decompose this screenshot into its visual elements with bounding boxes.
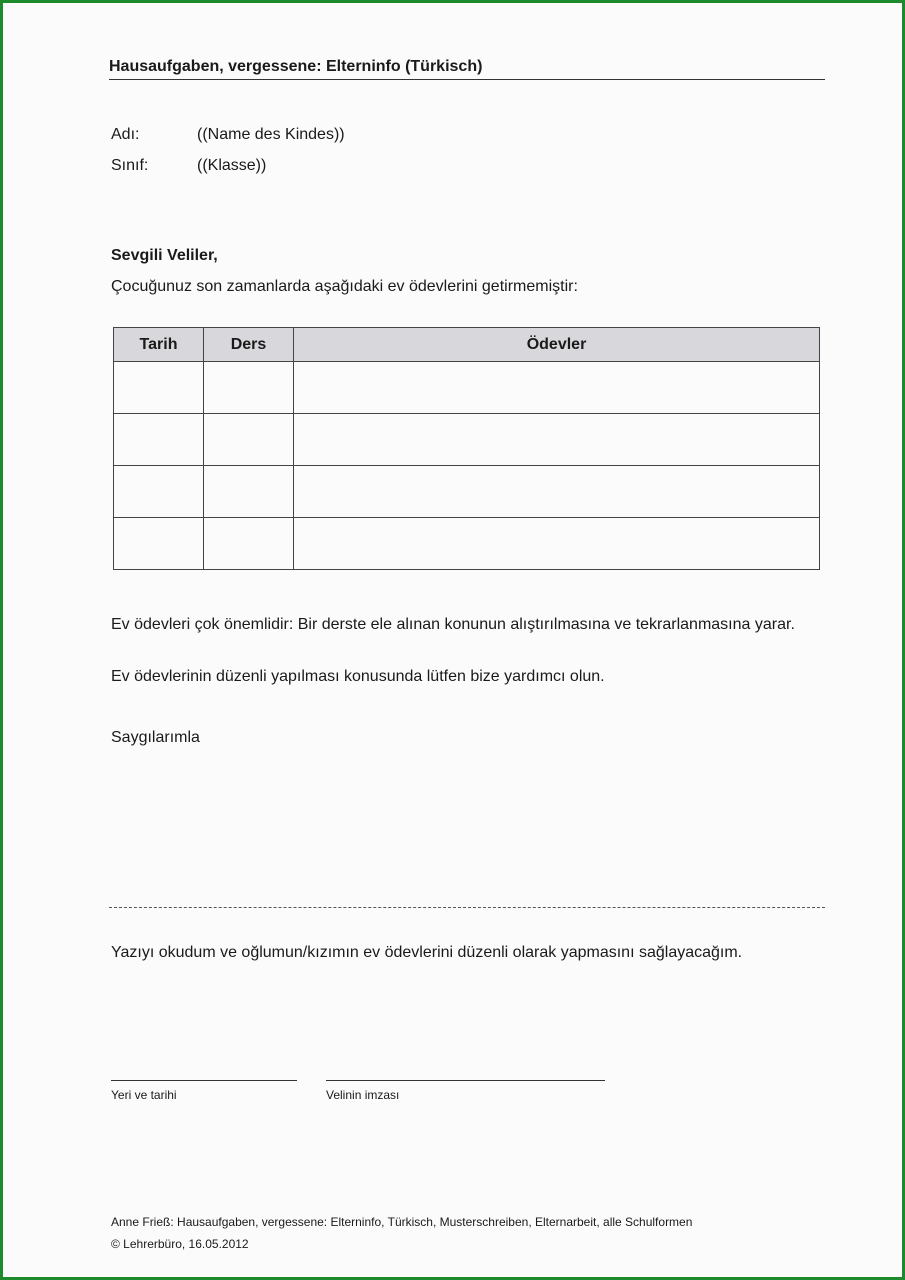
table-cell[interactable] bbox=[294, 414, 820, 466]
greeting: Sevgili Veliler, bbox=[111, 247, 218, 264]
table-row bbox=[114, 414, 820, 466]
importance-paragraph: Ev ödevleri çok önemlidir: Bir derste ele alınan konunun alıştırılmasına ve tekrarlanmasına yarar. bbox=[111, 616, 795, 633]
table-cell[interactable] bbox=[294, 466, 820, 518]
name-value: ((Name des Kindes)) bbox=[197, 126, 345, 143]
title-underline bbox=[109, 79, 825, 80]
table-cell[interactable] bbox=[114, 518, 204, 570]
table-row bbox=[114, 466, 820, 518]
intro-text: Çocuğunuz son zamanlarda aşağıdaki ev ödevlerini getirmemiştir: bbox=[111, 278, 578, 295]
closing: Saygılarımla bbox=[111, 729, 200, 746]
name-label: Adı: bbox=[111, 126, 140, 143]
table-cell[interactable] bbox=[114, 414, 204, 466]
column-header-date: Tarih bbox=[114, 328, 204, 362]
table-cell[interactable] bbox=[204, 466, 294, 518]
table-row bbox=[114, 518, 820, 570]
table-cell[interactable] bbox=[204, 414, 294, 466]
table-row bbox=[114, 362, 820, 414]
reply-statement: Yazıyı okudum ve oğlumun/kızımın ev ödevlerini düzenli olarak yapmasını sağlayacağım. bbox=[111, 944, 743, 961]
place-date-label: Yeri ve tarihi bbox=[111, 1088, 177, 1102]
class-value: ((Klasse)) bbox=[197, 157, 267, 174]
footer-copyright: © Lehrerbüro, 16.05.2012 bbox=[111, 1237, 249, 1251]
class-label: Sınıf: bbox=[111, 157, 149, 174]
table-cell[interactable] bbox=[114, 466, 204, 518]
table-cell[interactable] bbox=[294, 362, 820, 414]
footer-source: Anne Frieß: Hausaufgaben, vergessene: Elterninfo, Türkisch, Musterschreiben, Elternarbeit, alle Schulformen bbox=[111, 1215, 693, 1229]
help-paragraph: Ev ödevlerinin düzenli yapılması konusunda lütfen bize yardımcı olun. bbox=[111, 668, 605, 685]
column-header-subject: Ders bbox=[204, 328, 294, 362]
table-cell[interactable] bbox=[204, 362, 294, 414]
table-cell[interactable] bbox=[204, 518, 294, 570]
homework-table bbox=[113, 327, 820, 570]
signature-label: Velinin imzası bbox=[326, 1088, 400, 1102]
document-title: Hausaufgaben, vergessene: Elterninfo (Türkisch) bbox=[109, 58, 483, 75]
column-header-assignments: Ödevler bbox=[294, 328, 820, 362]
cut-line bbox=[109, 907, 825, 908]
table-cell[interactable] bbox=[294, 518, 820, 570]
table-cell[interactable] bbox=[114, 362, 204, 414]
place-date-line[interactable] bbox=[111, 1080, 297, 1081]
table-header-row bbox=[114, 328, 820, 362]
signature-line[interactable] bbox=[326, 1080, 605, 1081]
